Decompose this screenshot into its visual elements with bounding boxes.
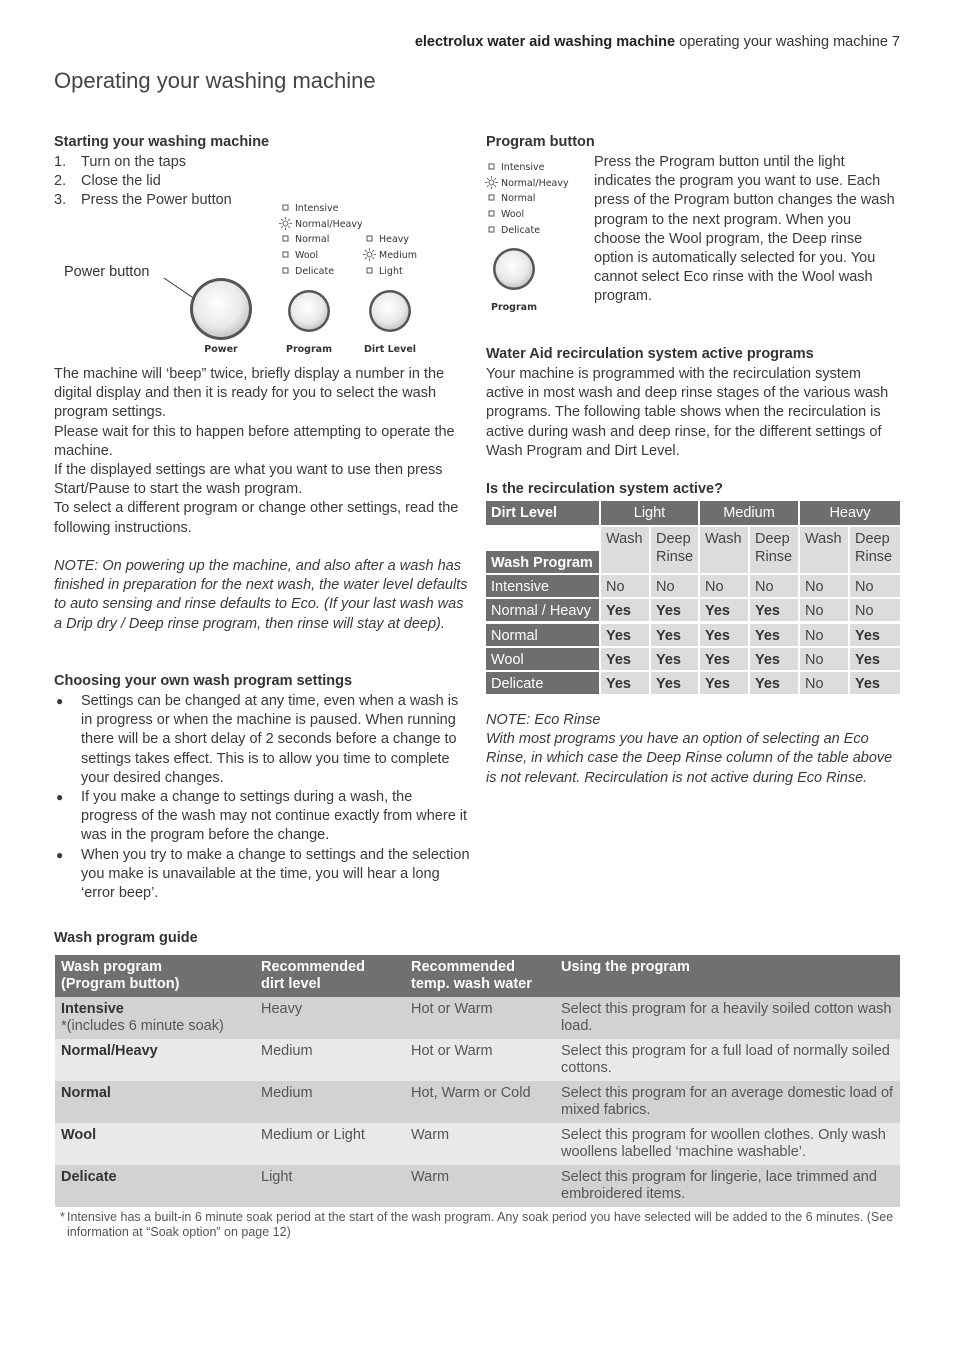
guide-usage-cell: Select this program for woollen clothes. Only wash woollens labelled ‘machine washable’. bbox=[555, 1123, 900, 1165]
guide-usage-cell: Select this program for a heavily soiled cotton wash load. bbox=[555, 997, 900, 1039]
starting-heading: Starting your washing machine bbox=[54, 134, 270, 150]
program-row-label: Delicate bbox=[486, 672, 599, 694]
dirt-level-lights bbox=[363, 234, 417, 277]
guide-usage-cell: Select this program for a full load of normally soiled cottons. bbox=[555, 1039, 900, 1081]
guide-cell bbox=[55, 1039, 255, 1081]
paragraph: Please wait for this to happen before attempting to operate the machine. bbox=[54, 423, 455, 459]
program-button-label: Program bbox=[491, 302, 537, 313]
wash-program-guide-table bbox=[55, 955, 900, 1207]
guide-row bbox=[55, 997, 900, 1039]
footnote-text: Intensive has a built-in 6 minute soak period at the start of the wash program. Any soak period you have selected will be added to the 6 minutes. (See information at “Soak option” on page 12) bbox=[67, 1210, 894, 1239]
recirculation-cell: Yes bbox=[750, 624, 798, 646]
dirt-light-label: Heavy bbox=[379, 234, 410, 245]
guide-cell bbox=[55, 1165, 255, 1207]
guide-header-row bbox=[55, 955, 900, 997]
bullet-text: If you make a change to settings during a wash, the progress of the wash may not continue exactly from where it was in the program before the change. bbox=[81, 789, 468, 844]
guide-column-header bbox=[405, 955, 555, 997]
level-header: Medium bbox=[700, 501, 798, 525]
level-header: Heavy bbox=[800, 501, 900, 525]
recirculation-cell: No bbox=[601, 575, 649, 597]
bullet-text: Settings can be changed at any time, even when a wash is in progress or when the machine is paused. When running there will be a short delay of 2 seconds before a change to settings takes effect. This is to allow you time to complete your desired changes. bbox=[81, 693, 459, 786]
guide-dirt-cell: Medium bbox=[255, 1039, 405, 1081]
step-text: Close the lid bbox=[81, 173, 161, 190]
paragraph: To select a different program or change other settings, read the following instructions. bbox=[54, 500, 459, 536]
recirculation-cell: No bbox=[800, 624, 848, 646]
program-row-label: Normal bbox=[486, 624, 599, 646]
light-on-icon bbox=[485, 176, 498, 189]
recirculation-cell: No bbox=[651, 575, 698, 597]
power-button-callout: Power button bbox=[64, 264, 150, 280]
guide-program-name: Wool bbox=[61, 1127, 97, 1143]
bullet-icon: ● bbox=[56, 847, 64, 862]
program-light-label: Intensive bbox=[295, 203, 339, 214]
light-icon bbox=[283, 236, 288, 241]
guide-dirt-cell: Light bbox=[255, 1165, 405, 1207]
program-button-heading: Program button bbox=[486, 134, 595, 150]
power-knob[interactable] bbox=[190, 278, 252, 340]
guide-usage-cell: Select this program for an average domestic load of mixed fabrics. bbox=[555, 1081, 900, 1123]
eco-note-text: With most programs you have an option of selecting an Eco Rinse, in which case the Deep Rinse column of the table above is not relevant. Recirculation is not active during Eco Rinse. bbox=[486, 731, 893, 786]
guide-temp-cell: Hot, Warm or Cold bbox=[405, 1081, 555, 1123]
water-aid-heading: Water Aid recirculation system active programs bbox=[486, 346, 814, 362]
startup-paragraphs bbox=[54, 365, 472, 538]
guide-dirt-cell: Medium or Light bbox=[255, 1123, 405, 1165]
recirculation-table-heading: Is the recirculation system active? bbox=[486, 481, 723, 497]
page-number: 7 bbox=[891, 34, 900, 50]
paragraph: The machine will ‘beep” twice, briefly display a number in the digital display and then it is ready for you to select the wash program settings. bbox=[54, 366, 445, 421]
header-brand: electrolux water aid washing machine bbox=[414, 34, 676, 50]
guide-temp-cell: Hot or Warm bbox=[405, 997, 555, 1039]
control-panel-illustration bbox=[150, 196, 430, 358]
step-text: Press the Power button bbox=[81, 192, 232, 209]
step-number: 2. bbox=[54, 173, 67, 190]
recirculation-cell: Yes bbox=[601, 599, 649, 621]
eco-rinse-note bbox=[486, 711, 900, 788]
light-on-icon bbox=[279, 217, 292, 230]
wash-program-header: Wash Program bbox=[486, 551, 599, 573]
header-line: dirt level bbox=[261, 976, 321, 992]
recirculation-cell: Yes bbox=[850, 648, 900, 670]
bullet-text: When you try to make a change to settings and the selection you make is unavailable at the time, you will hear a long ‘error beep’. bbox=[81, 846, 470, 902]
guide-rows bbox=[55, 997, 900, 1207]
recirculation-cell: Yes bbox=[750, 648, 798, 670]
recirculation-cell: No bbox=[850, 575, 900, 597]
recirculation-cell: Yes bbox=[651, 648, 698, 670]
dirt-light-label: Light bbox=[379, 266, 403, 277]
program-light-label: Delicate bbox=[295, 266, 335, 277]
recirculation-cell: Yes bbox=[601, 672, 649, 694]
bullet-icon: ● bbox=[56, 790, 64, 805]
header-line: Wash program bbox=[61, 959, 162, 975]
guide-program-name: Normal bbox=[61, 1085, 111, 1101]
subcolumn-header: Deep Rinse bbox=[850, 527, 900, 573]
program-row-label: Wool bbox=[486, 648, 599, 670]
guide-column-header bbox=[555, 955, 900, 997]
program-button-illustration bbox=[484, 155, 584, 317]
running-header bbox=[415, 34, 900, 50]
guide-cell bbox=[55, 1081, 255, 1123]
subcolumn-header: Wash bbox=[700, 527, 748, 573]
guide-program-name: Intensive bbox=[61, 1001, 124, 1017]
guide-temp-cell: Warm bbox=[405, 1123, 555, 1165]
light-icon bbox=[367, 268, 372, 273]
dirt-light-label: Medium bbox=[379, 250, 417, 261]
step-number: 3. bbox=[54, 192, 67, 209]
footnote bbox=[60, 1210, 900, 1240]
recirculation-table bbox=[486, 501, 900, 695]
header-line: (Program button) bbox=[61, 976, 180, 992]
light-icon bbox=[489, 164, 494, 169]
water-aid-text: Your machine is programmed with the recirculation system active in most wash and deep rinse stages of the various wash programs. The following table shows when the recirculation is active during wash and deep rinse, for the different settings of Wash Program and Dirt Level. bbox=[486, 366, 889, 459]
guide-row bbox=[55, 1123, 900, 1165]
guide-row bbox=[55, 1081, 900, 1123]
recirculation-cell: Yes bbox=[750, 599, 798, 621]
step-number: 1. bbox=[54, 154, 67, 170]
guide-column-header bbox=[255, 955, 405, 997]
guide-row bbox=[55, 1039, 900, 1081]
program-knob[interactable] bbox=[288, 290, 330, 332]
bullet-icon: ● bbox=[56, 694, 64, 708]
guide-temp-cell: Warm bbox=[405, 1165, 555, 1207]
program-light-label: Normal bbox=[295, 234, 330, 245]
recirculation-cell: No bbox=[850, 599, 900, 621]
power-up-note: NOTE: On powering up the machine, and also after a wash has finished in preparation for the next wash, the water level defaults to auto sensing and rinse defaults to Eco. (If your last wash was a Drip dry / Deep rinse program, then rinse will stay at deep). bbox=[54, 558, 468, 632]
light-icon bbox=[489, 195, 494, 200]
footnote-mark: * bbox=[60, 1210, 65, 1224]
recirculation-cell: Yes bbox=[651, 672, 698, 694]
recirculation-cell: No bbox=[800, 648, 848, 670]
recirculation-cell: Yes bbox=[601, 624, 649, 646]
recirculation-cell: Yes bbox=[601, 648, 649, 670]
guide-row bbox=[55, 1165, 900, 1207]
page-title: Operating your washing machine bbox=[54, 68, 376, 93]
guide-dirt-cell: Medium bbox=[255, 1081, 405, 1123]
program-light-label: Wool bbox=[501, 209, 525, 220]
guide-heading: Wash program guide bbox=[54, 930, 198, 946]
guide-usage-cell: Select this program for lingerie, lace trimmed and embroidered items. bbox=[555, 1165, 900, 1207]
recirculation-cell: Yes bbox=[700, 624, 748, 646]
guide-column-header bbox=[55, 955, 255, 997]
guide-dirt-cell: Heavy bbox=[255, 997, 405, 1039]
recirculation-cell: No bbox=[700, 575, 748, 597]
program-light-label: Wool bbox=[295, 250, 319, 261]
bullet-item bbox=[54, 846, 472, 904]
program-light-label: Intensive bbox=[501, 162, 545, 173]
choosing-heading: Choosing your own wash program settings bbox=[54, 673, 353, 689]
power-button-label: Power bbox=[204, 344, 238, 355]
choosing-bullets bbox=[54, 692, 472, 903]
guide-cell bbox=[55, 1123, 255, 1165]
program-knob[interactable] bbox=[493, 248, 535, 290]
light-icon bbox=[283, 205, 288, 210]
recirculation-cell: Yes bbox=[850, 624, 900, 646]
light-icon bbox=[283, 268, 288, 273]
recirculation-cell: No bbox=[800, 575, 848, 597]
dirt-level-knob[interactable] bbox=[369, 290, 411, 332]
recirculation-cell: No bbox=[750, 575, 798, 597]
header-line: Recommended bbox=[261, 959, 365, 975]
recirculation-cell: Yes bbox=[700, 648, 748, 670]
guide-temp-cell: Hot or Warm bbox=[405, 1039, 555, 1081]
bullet-item bbox=[54, 692, 472, 788]
header-section: operating your washing machine bbox=[679, 34, 888, 50]
program-row-label: Intensive bbox=[486, 575, 599, 597]
bullet-item bbox=[54, 788, 472, 846]
guide-cell bbox=[55, 997, 255, 1039]
step-item bbox=[54, 172, 284, 191]
guide-program-name: Delicate bbox=[61, 1169, 117, 1185]
program-button-label: Program bbox=[286, 344, 332, 355]
recirculation-cell: Yes bbox=[850, 672, 900, 694]
header-line: Using the program bbox=[561, 959, 690, 975]
step-item bbox=[54, 153, 284, 172]
program-light-label: Normal bbox=[501, 193, 536, 204]
guide-program-name: Normal/Heavy bbox=[61, 1043, 158, 1059]
dirt-level-button-label: Dirt Level bbox=[363, 344, 417, 355]
guide-program-note: *(includes 6 minute soak) bbox=[61, 1018, 224, 1034]
program-lights bbox=[279, 203, 363, 277]
recirculation-cell: No bbox=[800, 672, 848, 694]
eco-note-title: NOTE: Eco Rinse bbox=[486, 712, 601, 728]
subcolumn-header: Wash bbox=[601, 527, 649, 573]
subcolumn-header: Wash bbox=[800, 527, 848, 573]
program-button-text: Press the Program button until the light indicates the program you want to use. Each press of the Program button changes the wash program to the next program. When you choose the Wool program, the Deep rinse option is automatically selected for you. You cannot select Eco rinse with the Wool wash program. bbox=[594, 154, 895, 305]
recirculation-cell: Yes bbox=[700, 672, 748, 694]
light-icon bbox=[367, 236, 372, 241]
recirculation-cell: Yes bbox=[750, 672, 798, 694]
header-line: temp. wash water bbox=[411, 976, 532, 992]
subcolumn-header: Deep Rinse bbox=[750, 527, 798, 573]
light-icon bbox=[489, 211, 494, 216]
program-light-label: Delicate bbox=[501, 225, 541, 236]
recirculation-cell: Yes bbox=[651, 599, 698, 621]
header-line: Recommended bbox=[411, 959, 515, 975]
light-icon bbox=[489, 227, 494, 232]
light-icon bbox=[283, 252, 288, 257]
dirt-level-header: Dirt Level bbox=[486, 501, 599, 525]
program-light-label: Normal/Heavy bbox=[501, 178, 569, 189]
recirculation-cell: No bbox=[800, 599, 848, 621]
program-row-label: Normal / Heavy bbox=[486, 599, 599, 621]
light-on-icon bbox=[363, 248, 376, 261]
program-light-label: Normal/Heavy bbox=[295, 219, 363, 230]
recirculation-cell: Yes bbox=[651, 624, 698, 646]
level-header: Light bbox=[601, 501, 698, 525]
step-text: Turn on the taps bbox=[81, 154, 187, 170]
subcolumn-header: Deep Rinse bbox=[651, 527, 698, 573]
recirculation-cell: Yes bbox=[700, 599, 748, 621]
paragraph: If the displayed settings are what you want to use then press Start/Pause to start the wash program. bbox=[54, 462, 443, 498]
